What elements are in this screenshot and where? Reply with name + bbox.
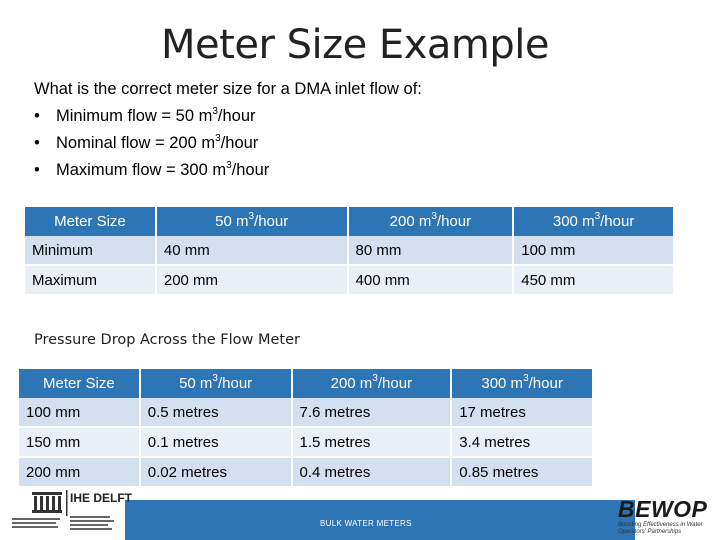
header-300: 300 $m^3$/hour [513,207,674,236]
header-meter-size: Meter Size [25,207,156,236]
pressure-drop-heading: Pressure Drop Across the Flow Meter [34,332,300,348]
bullet-maximum-flow: • Maximum flow = 300 $m^3$/hour [34,159,270,179]
table-header-row [19,369,593,398]
bullet-nominal-flow: • Nominal flow = 200 $m^3$/hour [34,132,259,152]
flow-bullet-list [34,106,269,187]
svg-text:IHE DELFT: IHE DELFT [70,491,132,505]
ihe-delft-logo [10,488,132,538]
table-row: 200 mm 0.02 metres 0.4 metres 0.85 metres [19,457,593,487]
table-header-row [25,207,674,236]
header-200: 200 $m^3$/hour [292,369,452,398]
table-row: 150 mm 0.1 metres 1.5 metres 3.4 metres [19,427,593,457]
bewop-tagline: Boosting Effectiveness in Water Operators' Partnerships [618,522,703,535]
header-50: 50 $m^3$/hour [156,207,348,236]
page-title: Meter Size Example [161,22,549,68]
footer-title: BULK WATER METERS [320,519,412,528]
header-300: 300 $m^3$/hour [451,369,593,398]
bullet-minimum-flow: • Minimum flow = 50 $m^3$/hour [34,105,256,125]
header-meter-size: Meter Size [19,369,140,398]
pressure-drop-table [19,369,594,488]
table-row: Minimum 40 mm 80 mm 100 mm [25,236,674,265]
header-200: 200 $m^3$/hour [348,207,514,236]
bewop-logo: BEWOP [618,496,708,522]
header-50: 50 $m^3$/hour [140,369,292,398]
question-text: What is the correct meter size for a DMA inlet flow of: [34,80,422,98]
table-row: 100 mm 0.5 metres 7.6 metres 17 metres [19,398,593,427]
table-row: Maximum 200 mm 400 mm 450 mm [25,265,674,295]
meter-size-table [25,207,675,296]
